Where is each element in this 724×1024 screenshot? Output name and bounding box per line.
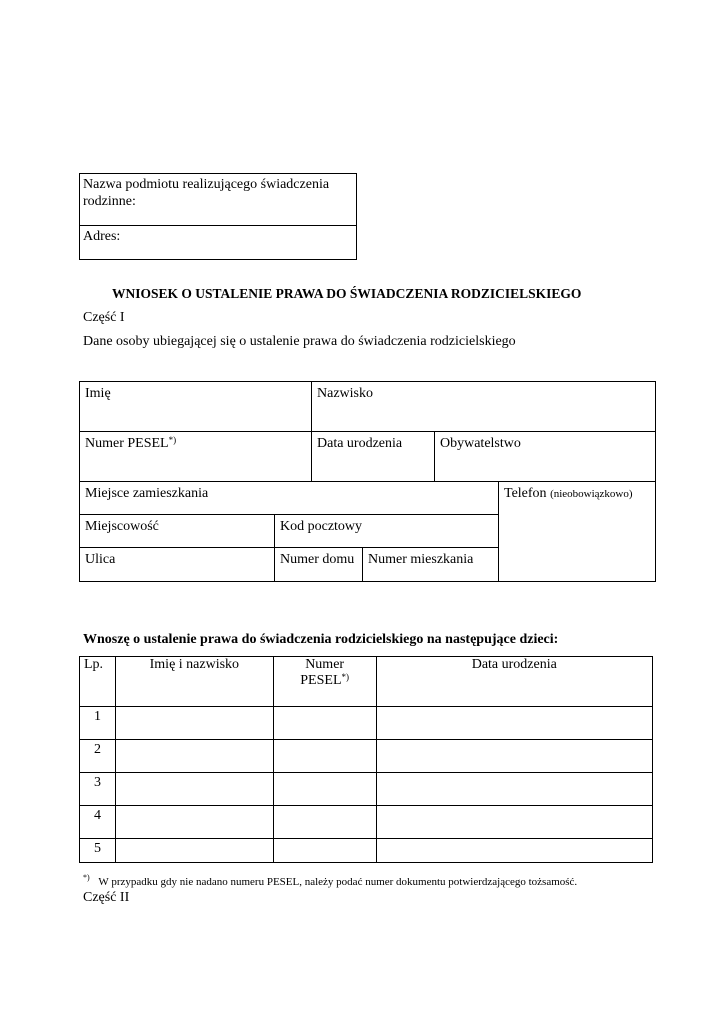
table-row — [80, 806, 653, 839]
child-pesel-cell[interactable] — [273, 839, 376, 863]
institution-divider — [79, 225, 357, 226]
first-name-cell[interactable] — [79, 381, 312, 432]
last-name-label: Nazwisko — [317, 386, 373, 401]
child-name-cell[interactable] — [115, 839, 273, 863]
birth-date-cell[interactable] — [311, 431, 435, 482]
phone-note: (nieobowiązkowo) — [550, 488, 633, 500]
postal-code-label: Kod pocztowy — [280, 519, 363, 534]
child-birth-cell[interactable] — [376, 707, 652, 740]
birth-date-label: Data urodzenia — [317, 436, 403, 451]
citizenship-cell[interactable] — [434, 431, 656, 482]
child-pesel-cell[interactable] — [273, 806, 376, 839]
part2-heading: Część II — [83, 890, 130, 905]
apartment-no-cell[interactable] — [362, 547, 499, 582]
institution-name-label-line2: rodzinne: — [83, 194, 136, 209]
child-pesel-cell[interactable] — [273, 707, 376, 740]
citizenship-label: Obywatelstwo — [440, 436, 521, 451]
street-label: Ulica — [85, 552, 116, 567]
child-birth-cell[interactable] — [376, 839, 652, 863]
footnote-mark: *) — [83, 873, 90, 882]
table-row — [80, 740, 653, 773]
row-number: 1 — [80, 707, 116, 740]
row-number: 4 — [80, 806, 116, 839]
residence-label: Miejsce zamieszkania — [85, 486, 209, 501]
city-label: Miejscowość — [85, 519, 159, 534]
child-name-cell[interactable] — [115, 707, 273, 740]
child-birth-cell[interactable] — [376, 773, 652, 806]
col-birth-header: Data urodzenia — [376, 657, 652, 707]
child-birth-cell[interactable] — [376, 740, 652, 773]
col-pesel-mark: *) — [341, 672, 349, 682]
child-name-cell[interactable] — [115, 806, 273, 839]
postal-code-cell[interactable] — [274, 514, 499, 548]
footnote — [83, 875, 577, 889]
form-title: WNIOSEK O USTALENIE PRAWA DO ŚWIADCZENIA RODZICIELSKIEGO — [112, 286, 582, 301]
street-cell[interactable] — [79, 547, 275, 582]
children-table — [79, 656, 653, 863]
col-lp-header: Lp. — [80, 657, 116, 707]
child-birth-cell[interactable] — [376, 806, 652, 839]
institution-name-label-line1: Nazwa podmiotu realizującego świadczenia — [83, 177, 330, 192]
row-number: 2 — [80, 740, 116, 773]
footnote-text: W przypadku gdy nie nadano numeru PESEL, należy podać numer dokumentu potwierdzającego tożsamość. — [98, 876, 578, 888]
pesel-label: Numer PESEL — [85, 436, 169, 451]
children-heading: Wnoszę o ustalenie prawa do świadczenia rodzicielskiego na następujące dzieci: — [83, 632, 559, 647]
part1-heading: Część I — [83, 310, 125, 325]
child-name-cell[interactable] — [115, 773, 273, 806]
child-name-cell[interactable] — [115, 740, 273, 773]
col-name-header: Imię i nazwisko — [115, 657, 273, 707]
children-table-header — [80, 657, 653, 707]
child-pesel-cell[interactable] — [273, 773, 376, 806]
first-name-label: Imię — [85, 386, 111, 401]
apartment-no-label: Numer mieszkania — [368, 552, 474, 567]
part1-subheading: Dane osoby ubiegającej się o ustalenie prawa do świadczenia rodzicielskiego — [83, 334, 516, 349]
row-number: 5 — [80, 839, 116, 863]
table-row — [80, 707, 653, 740]
last-name-cell[interactable] — [311, 381, 656, 432]
house-no-cell[interactable] — [274, 547, 363, 582]
table-row — [80, 839, 653, 863]
col-pesel-line1: Numer — [305, 657, 345, 672]
row-number: 3 — [80, 773, 116, 806]
residence-cell — [79, 481, 499, 515]
col-pesel-header — [273, 657, 376, 707]
phone-cell[interactable] — [498, 481, 656, 582]
child-pesel-cell[interactable] — [273, 740, 376, 773]
pesel-cell[interactable] — [79, 431, 312, 482]
table-row — [80, 773, 653, 806]
phone-label: Telefon — [504, 486, 547, 501]
city-cell[interactable] — [79, 514, 275, 548]
house-no-label: Numer domu — [280, 552, 355, 567]
institution-address-label: Adres: — [83, 229, 121, 244]
col-pesel-line2: PESEL — [300, 673, 342, 688]
pesel-footnote-mark: *) — [168, 435, 177, 445]
